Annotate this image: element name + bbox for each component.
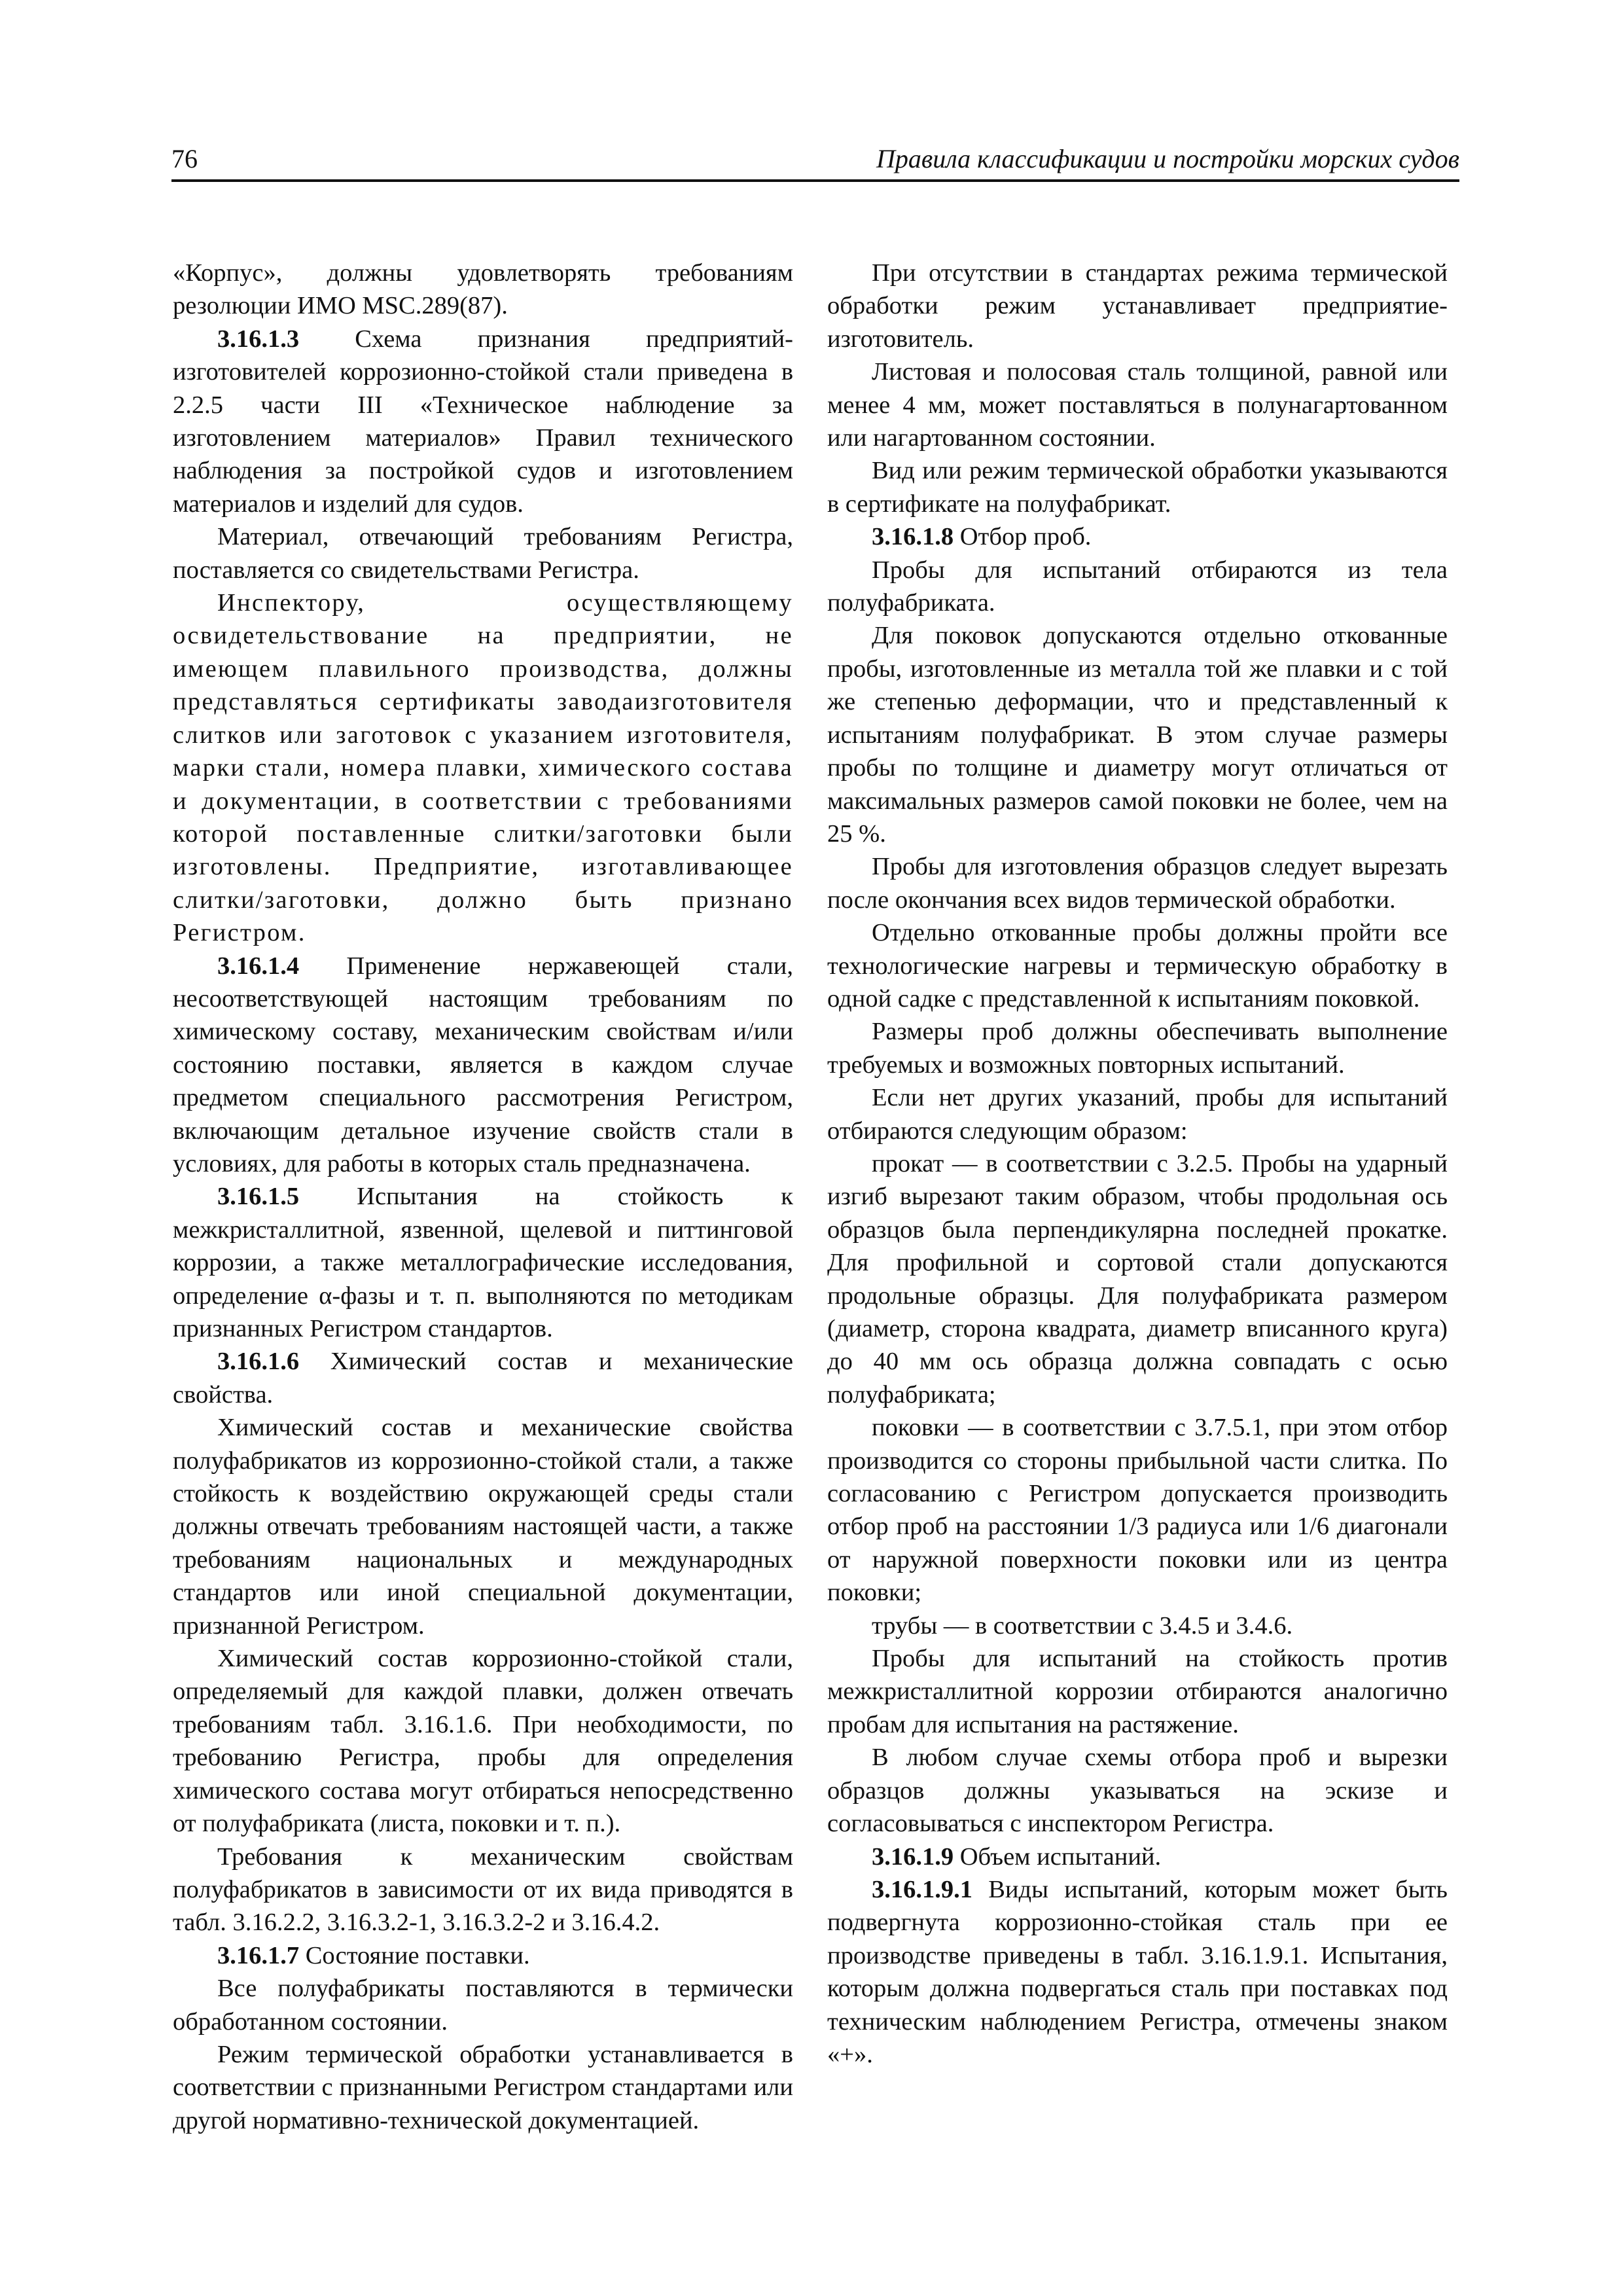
paragraph: Пробы для испытаний на стойкость против межкристаллитной коррозии отбираются аналогично пробам для испытания на растяжение.: [827, 1645, 1448, 1738]
paragraph: Если нет других указаний, пробы для испытаний отбираются следующим образом:: [827, 1084, 1448, 1145]
paragraph: Инспектору, осуществляющему освидетельствование на предприятии, не имеющем плавильного производства, должны представляться сертификаты заводаизготовителя слитков или заготовок с указанием изготовителя, марки стали, номера плавки, химического состава и документации, в соответствии с требованиями которой поставленные слитки/заготовки были изготовлены. Предприятие, изготавливающее слитки/заготовки, должно быть признано Регистром.: [173, 589, 793, 947]
paragraph: В любом случае схемы отбора проб и вырезки образцов должны указываться на эскизе и согласовываться с инспектором Регистра.: [827, 1744, 1448, 1838]
paragraph: 3.16.1.8 Отбор проб.: [872, 523, 1092, 551]
paragraph: «Корпус», должны удовлетворять требованиям резолюции ИМО MSC.289(87).: [173, 259, 793, 320]
section-number: 3.16.1.9.1: [872, 1875, 972, 1903]
paragraph: Для поковок допускаются отдельно откованные пробы, изготовленные из металла той же плавки и с той же степенью деформации, что и представленный к испытаниям полуфабрикат. В этом случае размеры пробы по толщине и диаметру могут отличаться от максимальных размеров самой поковки не более, чем на 25 %.: [827, 622, 1448, 848]
paragraph: Материал, отвечающий требованиям Регистра, поставляется со свидетельствами Регистра.: [173, 523, 793, 584]
paragraph: Химический состав коррозионно-стойкой стали, определяемый для каждой плавки, должен отвечать требованиям табл. 3.16.1.6. При необходимости, по требованию Регистра, пробы для определения химического состава могут отбираться непосредственно от полуфабриката (листа, поковки и т. п.).: [173, 1645, 793, 1838]
paragraph: 3.16.1.3 Схема признания предприятий-изготовителей коррозионно-стойкой стали приведена в 2.2.5 части III «Техническое наблюдение за изготовлением материалов» Правил технического наблюдения за постройкой судов и изготовлением материалов и изделий для судов.: [173, 325, 793, 518]
running-title: Правила классификации и постройки морских судов: [876, 144, 1459, 173]
paragraph: 3.16.1.7 Состояние поставки.: [217, 1941, 530, 1969]
paragraph: Отдельно откованные пробы должны пройти все технологические нагревы и термическую обработку в одной садке с представленной к испытаниям поковкой.: [827, 919, 1448, 1013]
paragraph: Размеры проб должны обеспечивать выполнение требуемых и возможных повторных испытаний.: [827, 1018, 1448, 1079]
paragraph: 3.16.1.4 Применение нержавеющей стали, несоответствующей настоящим требованиям по химическому составу, механическим свойствам и/или состоянию поставки, является в каждом случае предметом специального рассмотрения Регистром, включающим детальное изучение свойств стали в условиях, для работы в которых сталь предназначена.: [173, 952, 793, 1177]
paragraph: Вид или режим термической обработки указываются в сертификате на полуфабрикат.: [827, 457, 1448, 518]
section-number: 3.16.1.5: [217, 1183, 300, 1211]
paragraph: трубы — в соответствии с 3.4.5 и 3.4.6.: [872, 1611, 1293, 1640]
paragraph: 3.16.1.5 Испытания на стойкость к межкристаллитной, язвенной, щелевой и питтинговой коррозии, а также металлографические исследования, определение α-фазы и т. п. выполняются по методикам признанных Регистром стандартов.: [173, 1183, 793, 1342]
section-number: 3.16.1.8: [872, 523, 954, 551]
paragraph: поковки — в соответствии с 3.7.5.1, при этом отбор производится со стороны прибыльной части слитка. По согласованию с Регистром допускается производить отбор проб на расстоянии 1/3 радиуса или 1/6 диагонали от наружной поверхности поковки или из центра поковки;: [827, 1414, 1448, 1607]
paragraph: Пробы для испытаний отбираются из тела полуфабриката.: [827, 556, 1448, 617]
left-column: [173, 257, 793, 2137]
paragraph: 3.16.1.6 Химический состав и механические свойства.: [173, 1348, 793, 1408]
section-number: 3.16.1.6: [217, 1348, 300, 1376]
section-number: 3.16.1.7: [217, 1941, 300, 1969]
paragraph: прокат — в соответствии с 3.2.5. Пробы на ударный изгиб вырезают таким образом, чтобы продольная ось образцов была перпендикулярна последней прокатке. Для профильной и сортовой стали допускаются продольные образцы. Для полуфабриката размером (диаметр, сторона квадрата, диаметр вписанного круга) до 40 мм ось образца должна совпадать с осью полуфабриката;: [827, 1149, 1448, 1408]
paragraph: Пробы для изготовления образцов следует вырезать после окончания всех видов термической обработки.: [827, 853, 1448, 914]
paragraph: Листовая и полосовая сталь толщиной, равной или менее 4 мм, может поставляться в полунагартованном или нагартованном состоянии.: [827, 358, 1448, 452]
paragraph: 3.16.1.9.1 Виды испытаний, которым может быть подвергнута коррозионно-стойкая сталь при ее производстве приведены в табл. 3.16.1.9.1. Испытания, которым должна подвергаться сталь при поставках под техническим наблюдением Регистра, отмечены знаком «+».: [827, 1875, 1448, 2068]
paragraph: Химический состав и механические свойства полуфабрикатов из коррозионно-стойкой стали, а также стойкость к воздействию окружающей среды стали должны отвечать требованиям настоящей части, а также требованиям национальных и международных стандартов или иной специальной документации, признанной Регистром.: [173, 1414, 793, 1640]
paragraph: 3.16.1.9 Объем испытаний.: [872, 1842, 1162, 1871]
right-column: [827, 257, 1448, 2071]
paragraph: Режим термической обработки устанавливается в соответствии с признанными Регистром стандартами или другой нормативно-технической документацией.: [173, 2040, 793, 2134]
section-number: 3.16.1.4: [217, 952, 300, 980]
paragraph: Все полуфабрикаты поставляются в термически обработанном состоянии.: [173, 1975, 793, 2036]
paragraph: Требования к механическим свойствам полуфабрикатов в зависимости от их вида приводятся в табл. 3.16.2.2, 3.16.3.2-1, 3.16.3.2-2 и 3.16.4.2.: [173, 1842, 793, 1937]
page-header: [171, 145, 1459, 182]
paragraph: При отсутствии в стандартах режима термической обработки режим устанавливает предприятие-изготовитель.: [827, 259, 1448, 353]
page-number: 76: [171, 144, 198, 173]
section-number: 3.16.1.9: [872, 1842, 954, 1871]
section-number: 3.16.1.3: [217, 325, 300, 353]
